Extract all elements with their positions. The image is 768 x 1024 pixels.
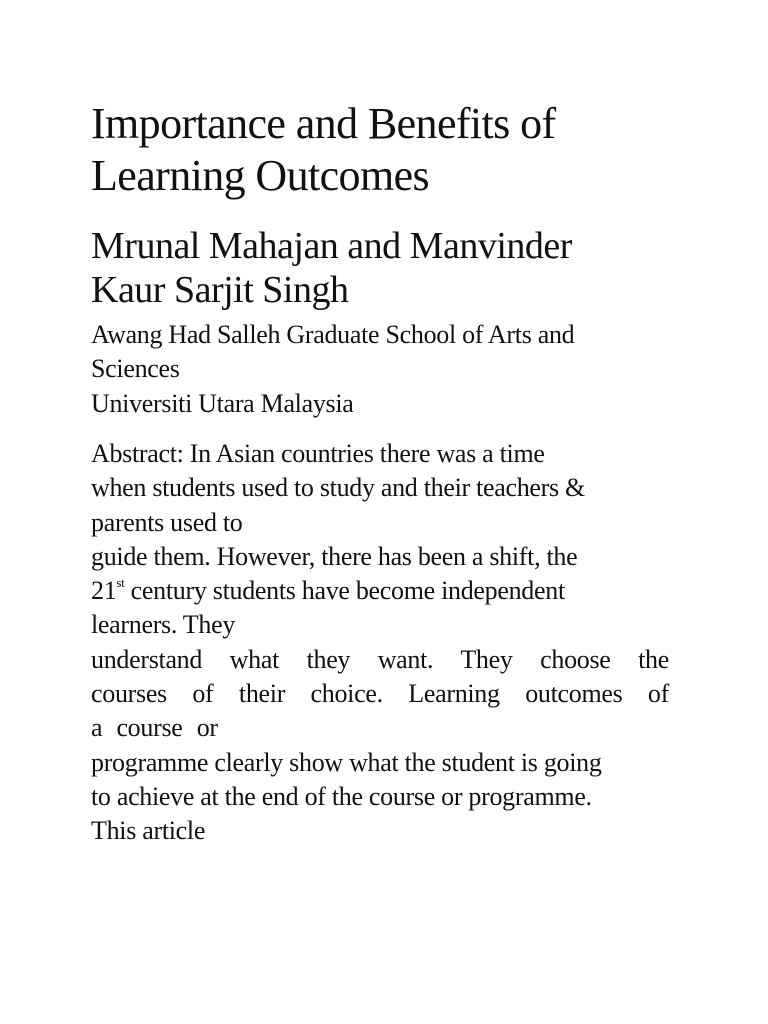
abstract-line-11: to achieve at the end of the course or programme.	[91, 781, 592, 811]
affiliation-school-continued: Sciences	[91, 354, 180, 383]
paper-title	[91, 98, 681, 202]
affiliation-university: Universiti Utara Malaysia	[91, 389, 354, 418]
ordinal-number: 21	[91, 576, 117, 606]
ordinal-suffix: st	[116, 575, 125, 591]
abstract-line-9	[91, 711, 681, 745]
title-line-1: Importance and Benefits of	[91, 99, 556, 148]
abstract-line-4: guide them. However, there has been a shift, the	[91, 541, 578, 571]
title-line-2: Learning Outcomes	[91, 151, 430, 200]
abstract-line-5	[91, 574, 681, 608]
abstract-line-3: parents used to	[91, 507, 243, 537]
abstract-line-1: Abstract: In Asian countries there was a time	[91, 439, 545, 468]
abstract-line-7: understand what they want. They choose the	[91, 644, 669, 674]
abstract-line-12: This article	[91, 816, 206, 846]
abstract	[91, 437, 681, 849]
abstract-line-5-text: century students have become independent	[124, 576, 565, 606]
affiliation-school: Awang Had Salleh Graduate School of Arts and	[91, 320, 575, 349]
abstract-line-8: courses of their choice. Learning outcomes of	[91, 679, 669, 709]
paper-authors	[91, 224, 681, 312]
authors-line-1: Mrunal Mahajan and Manvinder	[91, 225, 572, 267]
abstract-line-9-text: a course or	[91, 713, 218, 743]
abstract-line-6: learners. They	[91, 610, 236, 640]
abstract-line-2: when students used to study and their teachers &	[91, 473, 585, 503]
authors-line-2: Kaur Sarjit Singh	[91, 269, 349, 311]
abstract-line-10: programme clearly show what the student is going	[91, 747, 602, 777]
